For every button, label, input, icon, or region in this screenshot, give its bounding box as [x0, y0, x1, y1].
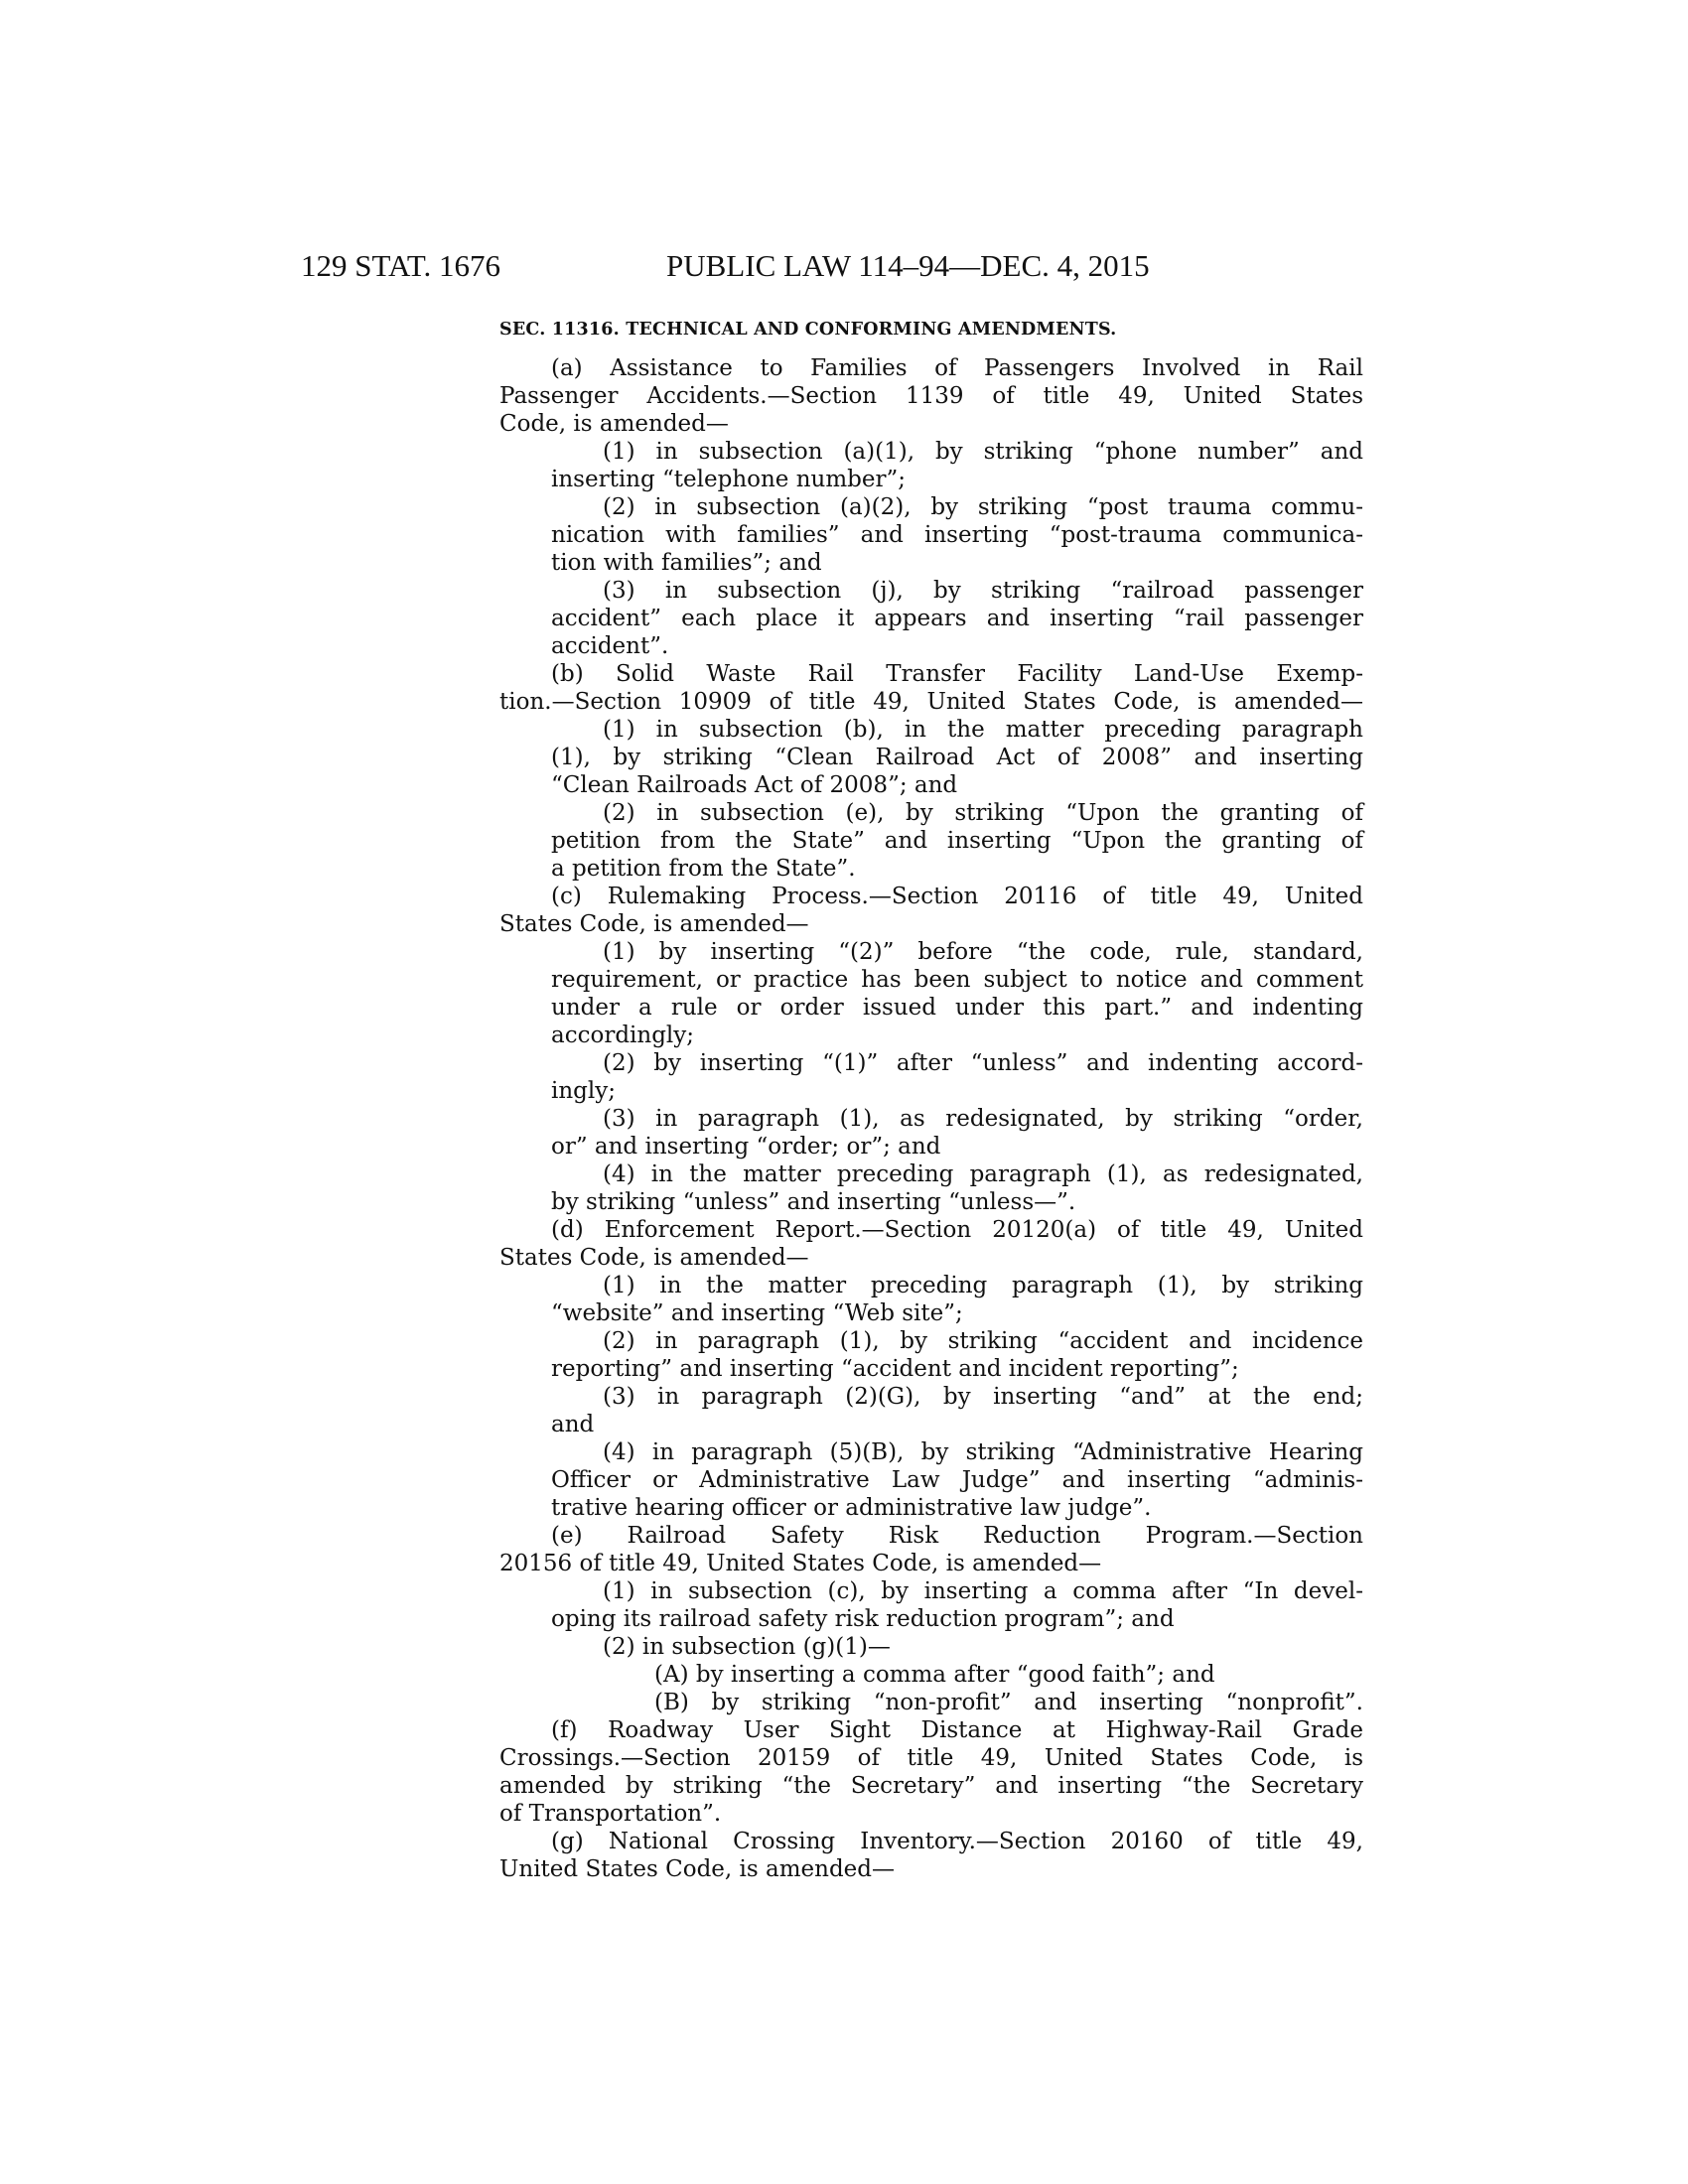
text-line: accident” each place it appears and inserting “rail passenger: [551, 606, 1363, 631]
text-line: trative hearing officer or administrative law judge”.: [551, 1495, 1152, 1521]
text-line: (g) National Crossing Inventory.—Section 20160 of title 49,: [551, 1829, 1363, 1854]
text-line: of Transportation”.: [499, 1801, 722, 1827]
text-line: (1) in the matter preceding paragraph (1), by striking: [603, 1273, 1363, 1298]
text-line: oping its railroad safety risk reduction program”; and: [551, 1606, 1175, 1632]
text-line: or” and inserting “order; or”; and: [551, 1134, 941, 1160]
statute-page-number: 129 STAT. 1676: [301, 248, 501, 283]
text-line: (f) Roadway User Sight Distance at Highway-Rail Grade: [551, 1717, 1363, 1743]
text-line: petition from the State” and inserting “Upon the granting of: [551, 828, 1363, 854]
text-line: (4) in the matter preceding paragraph (1), as redesignated,: [603, 1161, 1363, 1187]
text-line: (2) by inserting “(1)” after “unless” and indenting accord-: [603, 1050, 1363, 1076]
text-line: (1) in subsection (a)(1), by striking “phone number” and: [603, 439, 1363, 465]
text-line: Officer or Administrative Law Judge” and inserting “adminis-: [551, 1467, 1363, 1493]
text-line: reporting” and inserting “accident and incident reporting”;: [551, 1356, 1239, 1382]
text-line: (e) Railroad Safety Risk Reduction Program.—Section: [551, 1523, 1363, 1549]
text-line: requirement, or practice has been subject to notice and comment: [551, 967, 1363, 993]
text-line: tion with families”; and: [551, 550, 822, 576]
text-line: United States Code, is amended—: [499, 1856, 895, 1882]
text-line: (4) in paragraph (5)(B), by striking “Administrative Hearing: [603, 1439, 1363, 1465]
text-line: (B) by striking “non-profit” and inserting “nonprofit”.: [654, 1690, 1363, 1715]
page-header: [301, 248, 1195, 290]
text-line: (3) in paragraph (2)(G), by inserting “and” at the end;: [603, 1384, 1363, 1410]
text-line: by striking “unless” and inserting “unless—”.: [551, 1189, 1076, 1215]
text-line: (2) in subsection (g)(1)—: [603, 1634, 891, 1660]
text-line: accordingly;: [551, 1023, 695, 1048]
body-text: [499, 354, 1363, 1883]
text-line: 20156 of title 49, United States Code, is amended—: [499, 1551, 1102, 1576]
text-line: (1) by inserting “(2)” before “the code, rule, standard,: [603, 939, 1363, 965]
text-line: (b) Solid Waste Rail Transfer Facility Land-Use Exemp-: [551, 661, 1363, 687]
text-line: “Clean Railroads Act of 2008”; and: [551, 772, 958, 798]
text-line: (1) in subsection (c), by inserting a comma after “In devel-: [603, 1578, 1363, 1604]
text-line: tion.—Section 10909 of title 49, United States Code, is amended—: [499, 689, 1363, 715]
text-line: (1), by striking “Clean Railroad Act of 2008” and inserting: [551, 745, 1363, 770]
text-line: (2) in subsection (e), by striking “Upon the granting of: [603, 800, 1363, 826]
public-law-title: PUBLIC LAW 114–94—DEC. 4, 2015: [666, 248, 1150, 283]
text-line: amended by striking “the Secretary” and inserting “the Secretary: [499, 1773, 1363, 1799]
text-line: (d) Enforcement Report.—Section 20120(a) of title 49, United: [551, 1217, 1363, 1243]
text-line: (3) in paragraph (1), as redesignated, by striking “order,: [603, 1106, 1363, 1132]
text-line: (3) in subsection (j), by striking “railroad passenger: [603, 578, 1363, 604]
text-line: States Code, is amended—: [499, 1245, 809, 1271]
text-line: (A) by inserting a comma after “good faith”; and: [654, 1662, 1215, 1688]
text-line: under a rule or order issued under this part.” and indenting: [551, 995, 1363, 1021]
section-heading: SEC. 11316. TECHNICAL AND CONFORMING AMENDMENTS.: [499, 320, 1117, 340]
text-line: (2) in subsection (a)(2), by striking “post trauma commu-: [603, 494, 1363, 520]
text-line: Crossings.—Section 20159 of title 49, United States Code, is: [499, 1745, 1363, 1771]
text-line: Code, is amended—: [499, 411, 729, 437]
text-line: Passenger Accidents.—Section 1139 of title 49, United States: [499, 383, 1363, 409]
text-line: a petition from the State”.: [551, 856, 856, 882]
text-line: “website” and inserting “Web site”;: [551, 1300, 963, 1326]
text-line: ingly;: [551, 1078, 616, 1104]
text-line: nication with families” and inserting “post-trauma communica-: [551, 522, 1363, 548]
text-line: and: [551, 1412, 595, 1437]
text-line: (c) Rulemaking Process.—Section 20116 of title 49, United: [551, 884, 1363, 909]
text-line: (1) in subsection (b), in the matter preceding paragraph: [603, 717, 1363, 743]
text-line: States Code, is amended—: [499, 911, 809, 937]
text-line: (a) Assistance to Families of Passengers Involved in Rail: [551, 355, 1363, 381]
text-line: (2) in paragraph (1), by striking “accident and incidence: [603, 1328, 1363, 1354]
text-line: inserting “telephone number”;: [551, 467, 906, 492]
text-line: accident”.: [551, 633, 669, 659]
